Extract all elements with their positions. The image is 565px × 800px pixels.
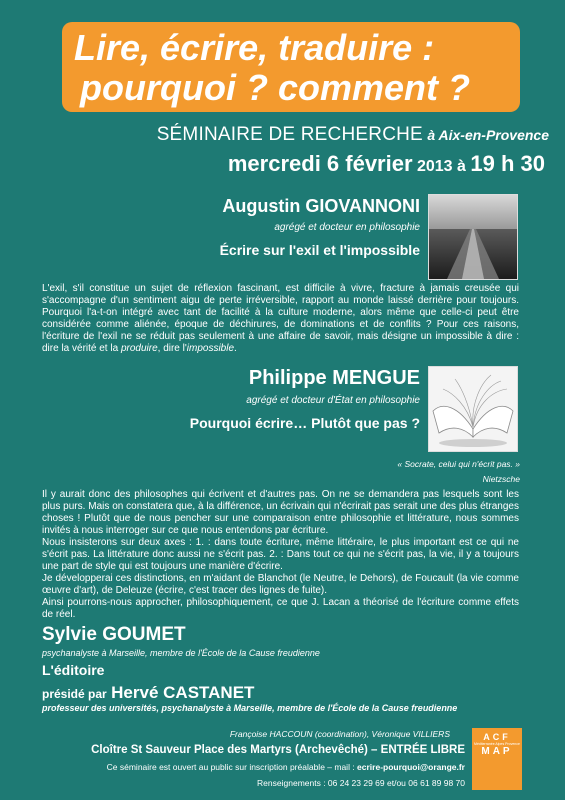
acf-map-logo [472, 728, 522, 790]
nietzsche-quote: « Socrate, celui qui n'écrit pas. » [397, 459, 520, 469]
date-time: 19 h 30 [470, 151, 545, 176]
abstract1-text-c: . [234, 343, 237, 354]
abstract2-para-2: Nous insisterons sur deux axes : 1. : dans toute écriture, même littéraire, le plus important est ce qui ne s'écrit pas. La littérature donc aussi ne s'écrit pas. 2. : Dans tout ce qui ne s'écrit pas, la vie, il y a toujours une part de style qui est toujours une manière d'écrire. [42, 537, 519, 572]
date-at: à [457, 158, 466, 175]
speaker2-name: Philippe MENGUE [248, 367, 420, 389]
speaker3-talk: L'éditoire [42, 662, 105, 678]
title-line-2: pourquoi ? comment ? [80, 67, 470, 108]
quote-author: Nietzsche [482, 474, 520, 484]
event-date [228, 151, 545, 177]
speaker1-talk: Écrire sur l'exil et l'impossible [219, 242, 420, 258]
chair-line [42, 683, 254, 703]
date-day: mercredi 6 février [227, 151, 413, 176]
logo-top: ACF [483, 732, 511, 742]
info-line [257, 778, 465, 788]
seminar-heading [157, 124, 549, 146]
open-book-photo [428, 366, 518, 452]
speaker2-role: agrégé et docteur d'État en philosophie [246, 395, 420, 406]
title-line-1: Lire, écrire, traduire : [74, 27, 435, 68]
speaker1-abstract [42, 283, 519, 355]
seminar-place: à Aix-en-Provence [427, 127, 549, 143]
info-label: Renseignements : [257, 778, 328, 788]
date-year: 2013 [416, 158, 453, 175]
abstract2-para-3: Je développerai ces distinctions, en m'aidant de Blanchot (le Neutre, le Dehors), de Foucault (la vie comme œuvre d'art), de Deleuze (écrire, c'est tracer des lignes de fuite). [42, 573, 519, 596]
speaker1-role: agrégé et docteur en philosophie [274, 222, 420, 233]
chair-name: Hervé CASTANET [111, 683, 255, 702]
speaker2-abstract [42, 489, 519, 621]
speaker3-role: psychanalyste à Marseille, membre de l'École de la Cause freudienne [42, 648, 320, 658]
speaker2-talk: Pourquoi écrire… Plutôt que pas ? [189, 415, 420, 431]
abstract1-em-produire: produire [120, 343, 158, 354]
seminar-label: SÉMINAIRE DE RECHERCHE [156, 124, 423, 145]
chair-role: professeur des universités, psychanalyste à Marseille, membre de l'École de la Cause freudienne [42, 703, 458, 713]
open-book-image [429, 367, 517, 451]
sea-wake-photo [428, 194, 518, 280]
abstract2-para-4: Ainsi pourrons-nous approcher, philosophiquement, ce que J. Lacan a théorisé de l'écriture comme effets de réel. [42, 597, 519, 620]
registration-line [107, 762, 465, 772]
venue: Cloître St Sauveur Place des Martyrs (Archevêché) – ENTRÉE LIBRE [91, 744, 465, 756]
title-banner [62, 22, 520, 112]
organizers: Françoise HACCOUN (coordination), Véronique VILLIERS [229, 729, 450, 739]
registration-text: Ce séminaire est ouvert au public sur inscription préalable – mail : [106, 762, 358, 772]
logo-middle: Méditerranée Alpes Provence [474, 742, 520, 746]
abstract1-text-a: L'exil, s'il constitue un sujet de réflexion fascinant, est difficile à vivre, fracture à jamais creusée qui s'accompagne d'un sentiment aigu de perte irréversible, rapport au monde laissé derrière pour toujours. Pourquoi l'a-t-on intégré avec tant de facilité à la culture moderne, alors même que celle-ci peut être considérée comme aliénée, époque de déchirures, de dominations et de conflits ? Pour ces raisons, l'écriture de l'exil ne se réduit pas seulement à une affaire de savoir, mais désigne un impossible à dire : dire la vérité et la [42, 283, 519, 354]
speaker1-name: Augustin GIOVANNONI [222, 196, 420, 216]
registration-email[interactable]: ecrire-pourquoi@orange.fr [357, 762, 465, 772]
sea-wake-image [429, 195, 517, 279]
speaker3-name: Sylvie GOUMET [42, 624, 186, 645]
chair-prefix: présidé par [42, 687, 107, 701]
info-phones: 06 24 23 29 69 et/ou 06 61 89 98 70 [327, 778, 465, 788]
abstract1-text-b: , dire l' [157, 343, 187, 354]
abstract2-para-1: Il y aurait donc des philosophes qui écrivent et d'autres pas. On ne se demandera pas lesquels sont les plus purs. Mais on constatera que, à la différence, un écrivain qui n'écrirait pas serait une des plus étranges choses ! Plutôt que de nous pencher sur une comparaison entre philosophie et littérature, nous sommes invités à nous interroger sur ce que nous entendons par écriture. [42, 489, 519, 536]
logo-bottom: MAP [481, 746, 513, 757]
abstract1-em-impossible: impossible [186, 343, 235, 354]
